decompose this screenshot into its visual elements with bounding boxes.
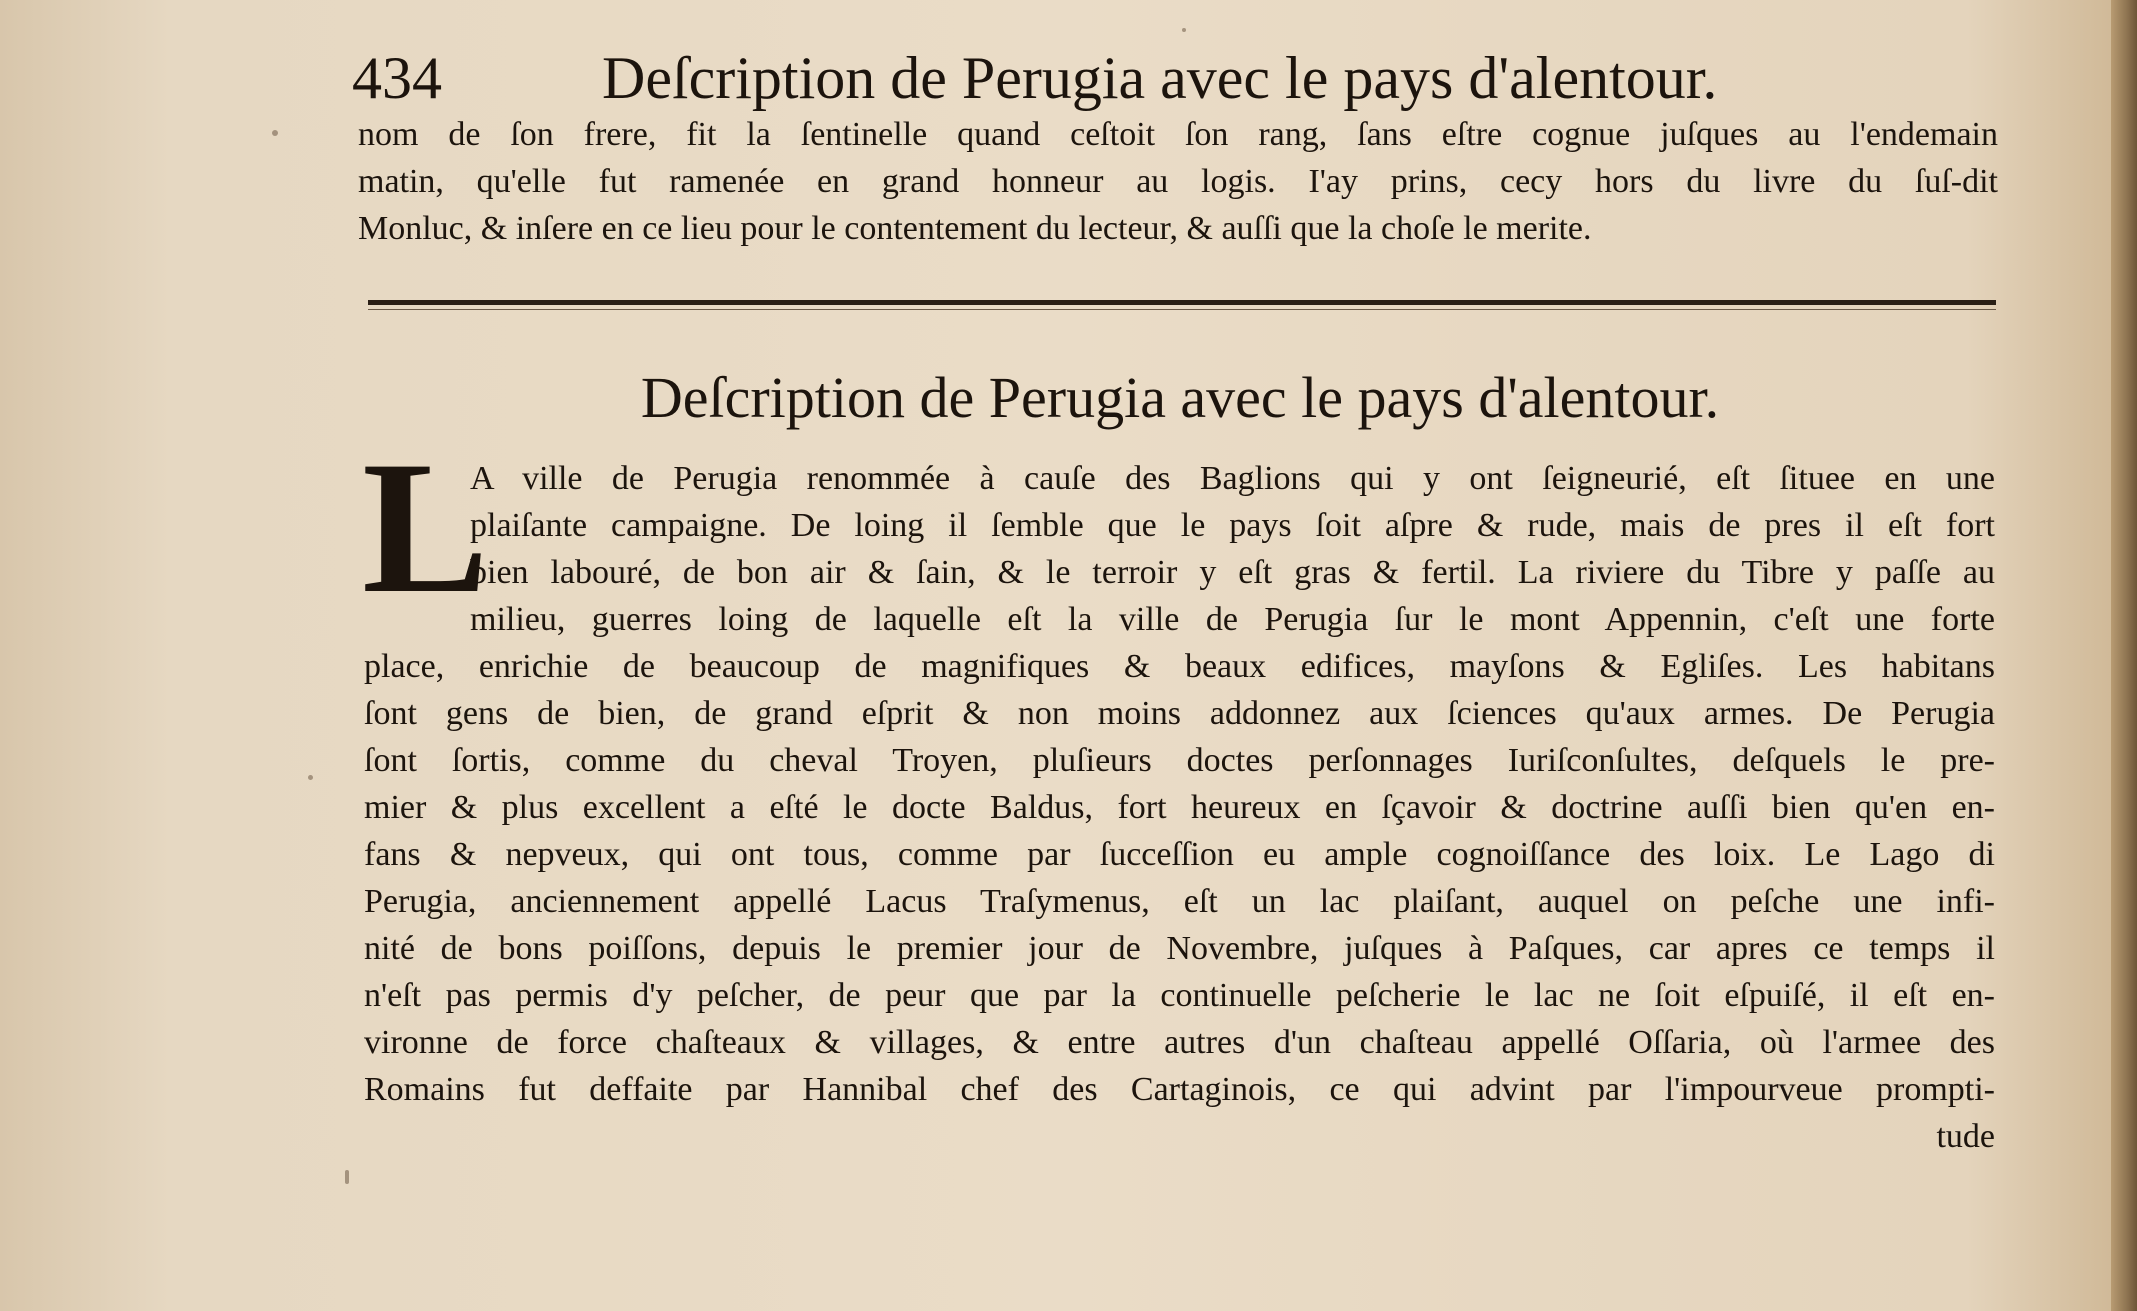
ink-speck <box>308 775 313 780</box>
ink-speck <box>1182 28 1186 32</box>
text-line: milieu, guerres loing de laquelle eſt la ville de Perugia ſur le mont Appennin, c'eſt une forte <box>470 601 1995 638</box>
text-line: vironne de force chaſteaux & villages, & entre autres d'un chaſteau appellé Oſſaria, où l'armee des <box>364 1024 1995 1061</box>
section-divider <box>368 300 1996 305</box>
drop-cap-initial: L <box>362 423 489 633</box>
text-line: n'eſt pas permis d'y peſcher, de peur que par la continuelle peſcherie le lac ne ſoit eſpuiſé, il eſt en- <box>364 977 1995 1014</box>
page-number: 434 <box>352 45 442 111</box>
text-line: bien labouré, de bon air & ſain, & le terroir y eſt gras & fertil. La riviere du Tibre y paſſe au <box>470 554 1995 591</box>
text-line: A ville de Perugia renommée à cauſe des Baglions qui y ont ſeigneurié, eſt ſituee en une <box>470 460 1995 497</box>
body-paragraph <box>0 455 2137 1160</box>
running-head-title: Deſcription de Perugia avec le pays d'alentour. <box>602 45 1718 111</box>
section-title: Deſcription de Perugia avec le pays d'alentour. <box>640 365 1720 430</box>
page-edge <box>2111 0 2137 1311</box>
running-head <box>352 38 1992 118</box>
text-line: Perugia, anciennement appellé Lacus Traſymenus, eſt un lac plaiſant, auquel on peſche une infi- <box>364 883 1995 920</box>
section-divider-thin <box>368 309 1996 310</box>
text-line: ſont gens de bien, de grand eſprit & non moins addonnez aux ſciences qu'aux armes. De Perugia <box>364 695 1995 732</box>
text-line: ſont ſortis, comme du cheval Troyen, pluſieurs doctes perſonnages Iuriſconſultes, deſquels le pre- <box>364 742 1995 779</box>
text-line: fans & nepveux, qui ont tous, comme par ſucceſſion eu ample cognoiſſance des loix. Le Lago di <box>364 836 1995 873</box>
continued-paragraph <box>358 111 1998 252</box>
text-line: Monluc, & inſere en ce lieu pour le contentement du lecteur, & auſſi que la choſe le merite. <box>358 210 1592 247</box>
catchword: tude <box>1936 1118 1995 1155</box>
text-line: Romains fut deffaite par Hannibal chef des Cartaginois, ce qui advint par l'impourveue prompti- <box>364 1071 1995 1108</box>
text-line: nité de bons poiſſons, depuis le premier jour de Novembre, juſques à Paſques, car apres ce temps il <box>364 930 1995 967</box>
text-line: matin, qu'elle fut ramenée en grand honneur au logis. I'ay prins, cecy hors du livre du ſuſ-dit <box>358 163 1998 200</box>
text-line: mier & plus excellent a eſté le docte Baldus, fort heureux en ſçavoir & doctrine auſſi bien qu'en en- <box>364 789 1995 826</box>
ink-speck <box>345 1170 349 1184</box>
text-line: plaiſante campaigne. De loing il ſemble que le pays ſoit aſpre & rude, mais de pres il eſt fort <box>470 507 1995 544</box>
ink-speck <box>272 130 278 136</box>
text-line: place, enrichie de beaucoup de magnifiques & beaux edifices, mayſons & Egliſes. Les habitans <box>364 648 1995 685</box>
text-line: nom de ſon frere, fit la ſentinelle quand ceſtoit ſon rang, ſans eſtre cognue juſques au l'endemain <box>358 116 1998 153</box>
